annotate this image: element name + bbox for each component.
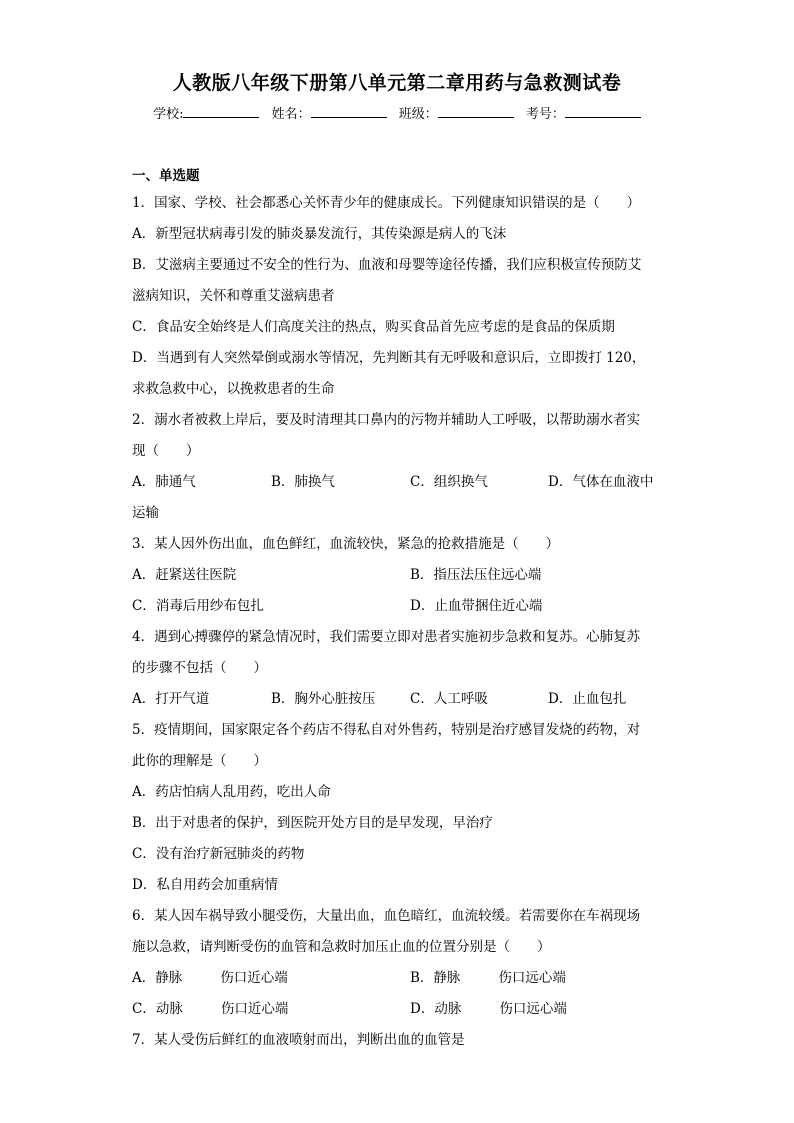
option-5d: D．私自用药会加重病情 (132, 877, 278, 893)
class-label: 班级： (398, 107, 438, 122)
option-6d-vessel: D．动脉 (410, 1001, 462, 1017)
option-3d: D．止血带捆住近心端 (410, 598, 543, 614)
option-6d (410, 994, 567, 1025)
page-title: 人教版八年级下册第八单元第二章用药与急救测试卷 (172, 72, 622, 94)
school-label: 学校: (153, 107, 184, 122)
option-5b: B．出于对患者的保护，到医院开处方目的是早发现，早治疗 (132, 815, 493, 831)
option-2d: D．气体在血液中 (548, 474, 654, 490)
option-6a-vessel: A．静脉 (132, 970, 183, 986)
option-4a: A．打开气道 (132, 691, 210, 707)
option-6b-site: 伤口远心端 (498, 970, 566, 986)
option-2b: B．肺换气 (271, 474, 335, 490)
option-3b: B．指压法压住远心端 (410, 567, 542, 583)
option-2a: A．肺通气 (132, 474, 196, 490)
section-heading: 一、单选题 (132, 168, 200, 184)
option-2d-cont: 运输 (132, 505, 159, 521)
question-3-options-row2 (132, 591, 662, 622)
question-3-options-row1 (132, 560, 662, 591)
question-7-stem: 7．某人受伤后鲜红的血液喷射而出，判断出血的血管是 (132, 1032, 465, 1048)
question-2-stem: 2．溺水者被救上岸后，要及时清理其口鼻内的污物并辅助人工呼吸，以帮助溺水者实 (132, 412, 641, 428)
question-list (132, 164, 662, 1056)
name-label: 姓名： (271, 107, 311, 122)
option-1b-cont: 滋病知识，关怀和尊重艾滋病患者 (132, 288, 335, 304)
question-2-options (132, 467, 662, 498)
question-5-stem-cont: 此你的理解是（ ） (132, 753, 267, 769)
option-4c: C．人工呼吸 (410, 691, 488, 707)
student-info-line (0, 103, 794, 122)
question-4-options (132, 684, 662, 715)
option-6a-site: 伤口近心端 (220, 970, 288, 986)
option-5a: A．药店怕病人乱用药，吃出人命 (132, 784, 331, 800)
option-6c (132, 994, 288, 1025)
option-5c: C．没有治疗新冠肺炎的药物 (132, 846, 305, 862)
option-1d-cont: 求救急救中心，以挽救患者的生命 (132, 381, 335, 397)
option-3c: C．消毒后用纱布包扎 (132, 598, 264, 614)
exam-number-label: 考号： (525, 107, 565, 122)
option-6d-site: 伤口远心端 (499, 1001, 567, 1017)
question-6-options-row2 (132, 994, 662, 1025)
question-3-stem: 3．某人因外伤出血，血色鲜红，血流较快，紧急的抢救措施是（ ） (132, 536, 560, 552)
option-6b-vessel: B．静脉 (410, 970, 461, 986)
option-3a: A．赶紧送往医院 (132, 567, 237, 583)
question-2-stem-cont: 现（ ） (132, 443, 200, 459)
class-blank[interactable] (438, 105, 514, 118)
option-6a (132, 963, 288, 994)
exam-number-blank[interactable] (565, 105, 641, 118)
option-6c-vessel: C．动脉 (132, 1001, 183, 1017)
question-6-stem-cont: 施以急救，请判断受伤的血管和急救时加压止血的位置分别是（ ） (132, 939, 551, 955)
option-2c: C．组织换气 (410, 474, 488, 490)
name-blank[interactable] (311, 105, 387, 118)
question-1-stem: 1．国家、学校、社会都悉心关怀青少年的健康成长。下列健康知识错误的是（ ） (132, 195, 641, 211)
option-1b: B．艾滋病主要通过不安全的性行为、血液和母婴等途径传播，我们应积极宣传预防艾 (132, 257, 642, 273)
option-1c: C．食品安全始终是人们高度关注的热点，购买食品首先应考虑的是食品的保质期 (132, 319, 615, 335)
question-6-options-row1 (132, 963, 662, 994)
option-6c-site: 伤口近心端 (220, 1001, 289, 1017)
option-1d: D．当遇到有人突然晕倒或溺水等情况，先判断其有无呼吸和意识后，立即拨打 120， (132, 350, 646, 366)
option-4b: B．胸外心脏按压 (271, 691, 376, 707)
school-blank[interactable] (183, 105, 259, 118)
question-4-stem-cont: 的步骤不包括（ ） (132, 660, 267, 676)
question-6-stem: 6．某人因车祸导致小腿受伤，大量出血，血色暗红，血流较缓。若需要你在车祸现场 (132, 908, 641, 924)
option-4d: D．止血包扎 (548, 691, 627, 707)
question-5-stem: 5．疫情期间，国家限定各个药店不得私自对外售药，特别是治疗感冒发烧的药物，对 (132, 722, 641, 738)
option-6b (410, 963, 566, 994)
option-1a: A．新型冠状病毒引发的肺炎暴发流行，其传染源是病人的飞沫 (132, 226, 507, 242)
question-4-stem: 4．遇到心搏骤停的紧急情况时，我们需要立即对患者实施初步急救和复苏。心肺复苏 (132, 629, 641, 645)
